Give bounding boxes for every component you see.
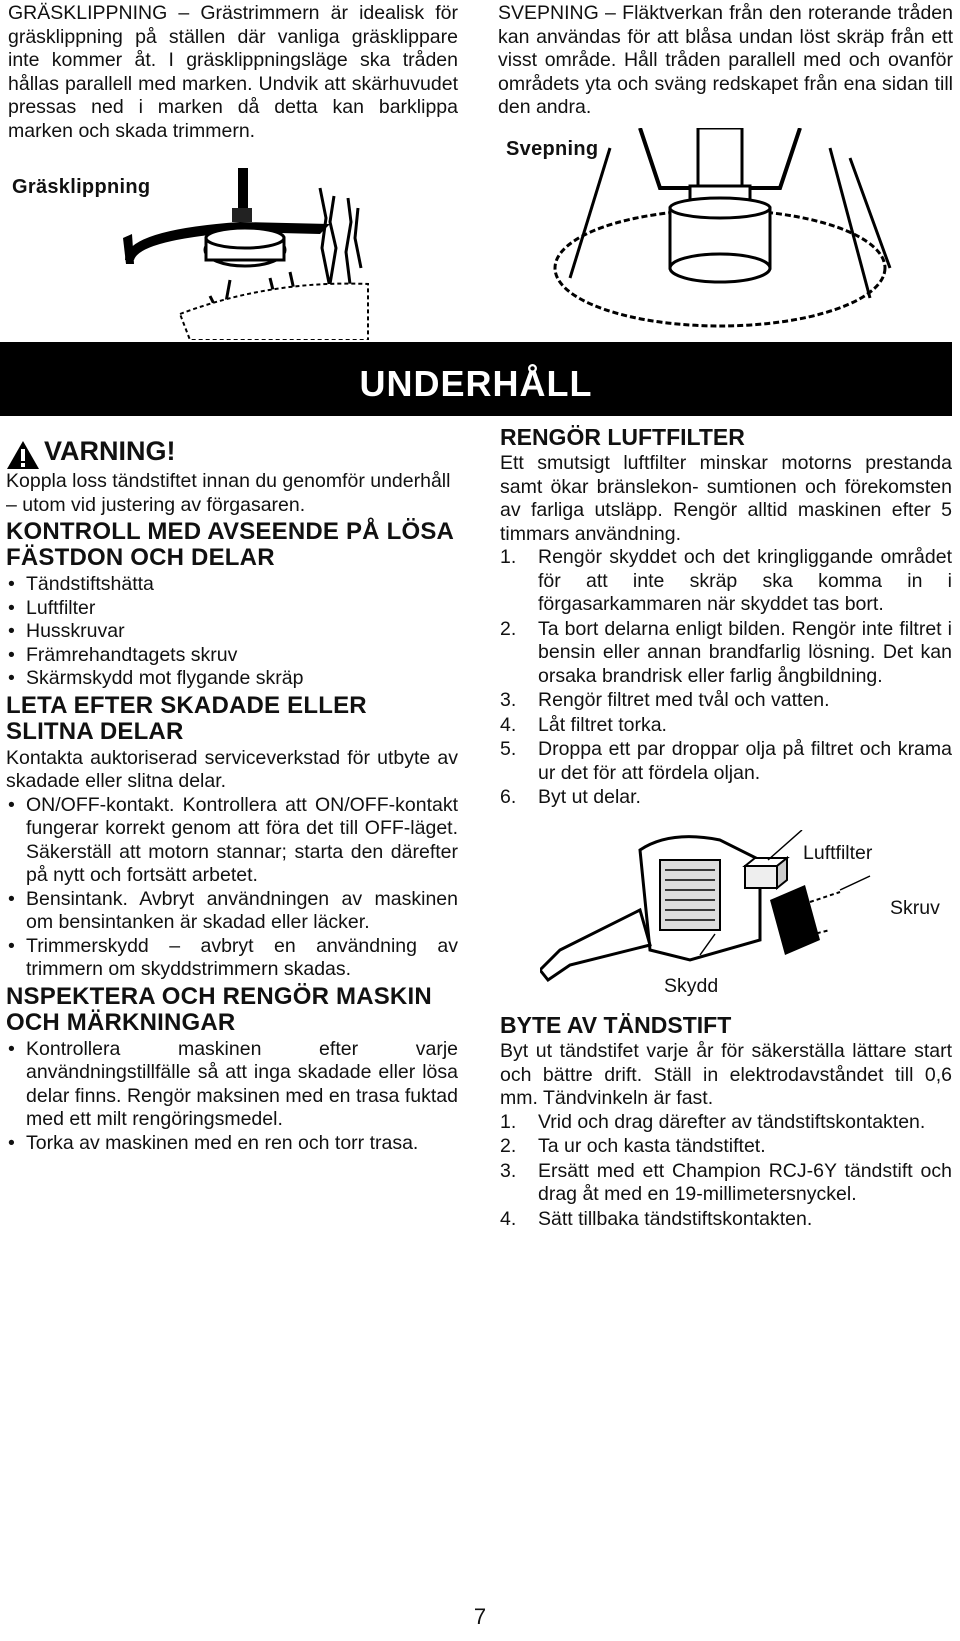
svepning-paragraph: SVEPNING – Fläktverkan från den roterande tråden kan användas för att blåsa undan löst skräp från ett visst område. Håll tråden parallell med och ovanför områdets yta och sväng redskapet från ena sidan till den andra. (498, 2, 953, 118)
list-item: 4. Sätt tillbaka tändstiftskontakten. (500, 1207, 813, 1230)
list-item: 4. Låt filtret torka. (500, 713, 667, 736)
filter-title: RENGÖR LUFTFILTER (500, 424, 745, 450)
warning-text: Koppla loss tändstiftet innan du genomför underhåll – utom vid justering av förgasaren. (6, 470, 451, 516)
sweeping-illustration (550, 128, 910, 328)
list-item: • Husskruvar (6, 620, 458, 644)
section3-list (6, 1038, 458, 1156)
grassklippning-caption: Gräsklippning (12, 176, 151, 198)
list-item: • Luftfilter (6, 597, 458, 621)
section3-title: NSPEKTERA OCH RENGÖR MASKIN OCH MÄRKNINGAR (6, 982, 432, 1036)
spark-intro: Byt ut tändstifet varje år för säkerställa lättare start och bättre drift. Ställ in elektrodavståndet till 0,6 mm. Tändvinkeln är fast. (500, 1040, 952, 1109)
list-item: 3. Ersätt med ett Champion RCJ-6Y tändstift och drag åt med en 19-millimetersnyckel. (500, 1159, 952, 1205)
grassklippning-heading: GRÄSKLIPPNING (8, 2, 168, 24)
skruv-label: Skruv (890, 897, 940, 919)
list-item: • Tändstiftshätta (6, 573, 458, 597)
list-item: 6. Byt ut delar. (500, 786, 641, 808)
spark-steps (500, 1111, 952, 1232)
left-column (6, 436, 458, 1155)
section2-list (6, 794, 458, 982)
warning-triangle-icon (6, 440, 40, 470)
right-column-top (500, 423, 952, 811)
filter-intro: Ett smutsigt luftfilter minskar motorns prestanda samt ökar bränslekon- sumtionen och förekomsten av farliga utsläpp. Rengör alltid maskinen efter 5 timmars användning. (500, 452, 952, 545)
grassklippning-paragraph (8, 2, 458, 143)
list-item: • Trimmerskydd – avbryt en användning av trimmern om skyddstrimmern skadas. (6, 935, 458, 982)
list-item: • Torka av maskinen med en ren och torr trasa. (6, 1132, 458, 1156)
spark-title: BYTE AV TÄNDSTIFT (500, 1012, 732, 1038)
grassklippning-text: – Grästrimmern är idealisk för gräsklippning på ställen där vanliga gräsklippare inte kommer åt. I gräsklippningsläge ska tråden hållas parallell med marken. Undvik att skärhuvudet pressas ned i marken då detta kan barklippa marken och skada trimmern. (8, 2, 458, 142)
list-item: 1. Vrid och drag därefter av tändstiftskontakten. (500, 1110, 926, 1133)
warning-word: VARNING! (44, 436, 176, 466)
section1-list (6, 573, 458, 691)
list-item: 1. Rengör skyddet och det kringliggande området för att inte skräp ska komma in i förgasarkammaren när skyddet tas bort. (500, 546, 952, 615)
page-number: 7 (473, 1604, 487, 1629)
list-item: • ON/OFF-kontakt. Kontrollera att ON/OFF-kontakt fungerar korrekt genom att föra det till OFF-läget. Säkerställ att motorn stannar; starta den därefter på nytt och fortsätt arbetet. (6, 794, 458, 888)
list-item: 2. Ta bort delarna enligt bilden. Rengör inte filtret i bensin eller annan brandfarlig lösning. Det kan orsaka brandrisk eller farlig ångbildning. (500, 617, 952, 687)
list-item: • Skärmskydd mot flygande skräp (6, 667, 458, 691)
filter-steps (500, 546, 952, 810)
list-item: • Bensintank. Avbryt användningen av maskinen om bensintanken är skadad eller läcker. (6, 888, 458, 935)
list-item: • Kontrollera maskinen efter varje användningstillfälle så att inga skadade eller lösa delar finns. Rengör maksinen med en trasa fuktad med ett milt rengöringsmedel. (6, 1038, 458, 1132)
section2-text: Kontakta auktoriserad serviceverkstad för utbyte av skadade eller slitna delar. (6, 746, 458, 792)
warning-block (6, 436, 458, 517)
list-item: 5. Droppa ett par droppar olja på filtret och krama ur det för att fördela oljan. (500, 738, 952, 784)
right-column-bottom (500, 1011, 952, 1232)
section-title: UNDERHÅLL (359, 363, 593, 404)
section1-title: KONTROLL MED AVSEENDE PÅ LÖSA FÄSTDON OCH DELAR (6, 518, 454, 571)
list-item: 2. Ta ur och kasta tändstiftet. (500, 1135, 766, 1157)
grass-trimming-illustration (120, 168, 370, 340)
skydd-label: Skydd (664, 975, 719, 997)
luftfilter-label: Luftfilter (803, 842, 873, 864)
section2-title: LETA EFTER SKADADE ELLER SLITNA DELAR (6, 691, 367, 745)
list-item: 3. Rengör filtret med tvål och vatten. (500, 689, 830, 711)
svepning-caption: Svepning (506, 138, 599, 160)
list-item: • Främrehandtagets skruv (6, 644, 458, 668)
